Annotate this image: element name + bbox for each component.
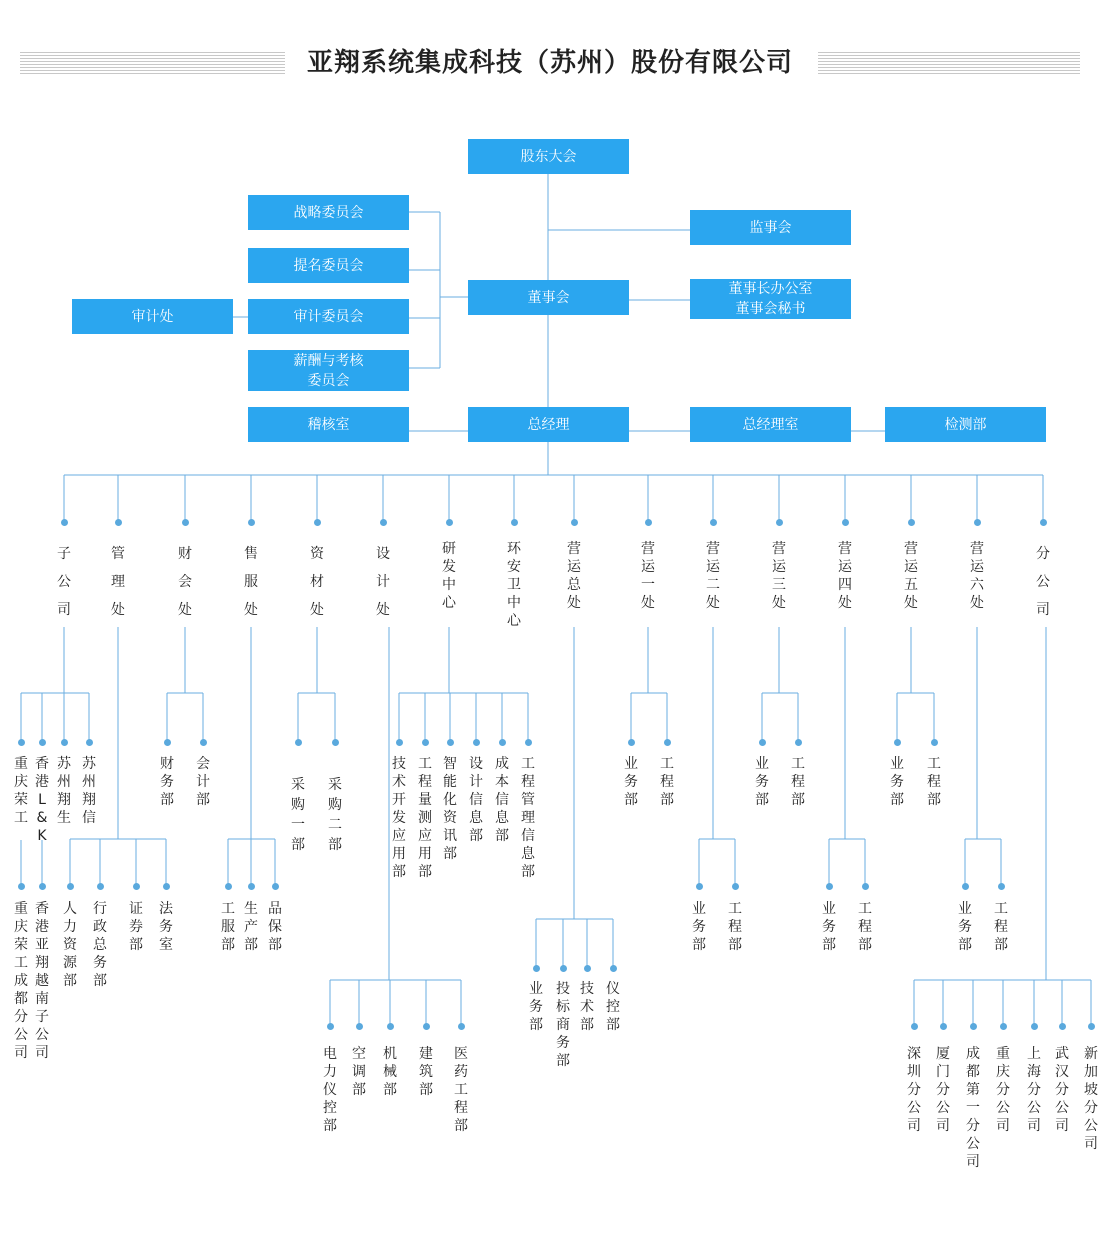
dept-10-dot xyxy=(710,519,717,526)
dept-label-10: 营 运 二 处 xyxy=(706,541,720,611)
box-compensation-committee: 薪酬与考核 委员会 xyxy=(248,350,409,391)
service-label-2: 品 保 部 xyxy=(268,901,282,953)
dept-15-dot xyxy=(1040,519,1047,526)
dept-label-4: 资 材 处 xyxy=(310,546,324,618)
dept-2-dot xyxy=(182,519,189,526)
box-audit-office: 审计处 xyxy=(72,299,233,334)
opsgen-2-dot xyxy=(584,965,591,972)
ops2-0-dot xyxy=(696,883,703,890)
ops5-label-1: 工 程 部 xyxy=(927,756,941,808)
subsidiary-3-dot xyxy=(86,739,93,746)
branch-label-0: 深 圳 分 公 司 xyxy=(907,1046,921,1134)
branch-label-4: 上 海 分 公 司 xyxy=(1027,1046,1041,1134)
design-0-dot xyxy=(327,1023,334,1030)
design-2-dot xyxy=(387,1023,394,1030)
ops3-1-dot xyxy=(795,739,802,746)
opsgen-label-0: 业 务 部 xyxy=(529,981,543,1033)
ops1-1-dot xyxy=(664,739,671,746)
admin-3-dot xyxy=(163,883,170,890)
materials-0-dot xyxy=(295,739,302,746)
box-board: 董事会 xyxy=(468,280,629,315)
subsidiary-label-3: 苏 州 翔 信 xyxy=(82,756,96,826)
ops2-label-0: 业 务 部 xyxy=(692,901,706,953)
rnd-label-0: 技 术 开 发 应 用 部 xyxy=(392,756,406,880)
ops6-1-dot xyxy=(998,883,1005,890)
rnd-4-dot xyxy=(499,739,506,746)
service-label-0: 工 服 部 xyxy=(221,901,235,953)
design-label-0: 电 力 仪 控 部 xyxy=(323,1046,337,1134)
ops1-0-dot xyxy=(628,739,635,746)
branch-3-dot xyxy=(1000,1023,1007,1030)
branch-6-dot xyxy=(1088,1023,1095,1030)
box-strategy-committee: 战略委员会 xyxy=(248,195,409,230)
finance-label-1: 会 计 部 xyxy=(196,756,210,808)
design-label-3: 建 筑 部 xyxy=(419,1046,433,1098)
branch-label-1: 厦 门 分 公 司 xyxy=(936,1046,950,1134)
dept-label-12: 营 运 四 处 xyxy=(838,541,852,611)
design-label-1: 空 调 部 xyxy=(352,1046,366,1098)
rnd-label-2: 智 能 化 资 讯 部 xyxy=(443,756,457,862)
dept-label-5: 设 计 处 xyxy=(376,546,390,618)
dept-label-15: 分 公 司 xyxy=(1036,546,1050,618)
opsgen-label-1: 投 标 商 务 部 xyxy=(556,981,570,1069)
dept-8-dot xyxy=(571,519,578,526)
ops6-0-dot xyxy=(962,883,969,890)
finance-1-dot xyxy=(200,739,207,746)
box-audit-committee: 审计委员会 xyxy=(248,299,409,334)
dept-label-13: 营 运 五 处 xyxy=(904,541,918,611)
admin-1-dot xyxy=(97,883,104,890)
materials-label-0: 采 购 一 部 xyxy=(291,777,305,853)
page-title: 亚翔系统集成科技（苏州）股份有限公司 xyxy=(306,48,793,78)
dept-label-9: 营 运 一 处 xyxy=(641,541,655,611)
subsidiary-2-dot xyxy=(61,739,68,746)
dept-5-dot xyxy=(380,519,387,526)
rnd-5-dot xyxy=(525,739,532,746)
subsidiary-0-dot xyxy=(18,739,25,746)
finance-0-dot xyxy=(164,739,171,746)
sub3-1-dot xyxy=(39,883,46,890)
ops1-label-1: 工 程 部 xyxy=(660,756,674,808)
box-chairman-office: 董事长办公室 董事会秘书 xyxy=(690,279,851,319)
finance-label-0: 财 务 部 xyxy=(160,756,174,808)
branch-2-dot xyxy=(970,1023,977,1030)
ops1-label-0: 业 务 部 xyxy=(624,756,638,808)
box-general-manager: 总经理 xyxy=(468,407,629,442)
admin-2-dot xyxy=(133,883,140,890)
opsgen-3-dot xyxy=(610,965,617,972)
rnd-1-dot xyxy=(422,739,429,746)
ops6-label-0: 业 务 部 xyxy=(958,901,972,953)
dept-3-dot xyxy=(248,519,255,526)
ops5-1-dot xyxy=(931,739,938,746)
dept-label-0: 子 公 司 xyxy=(57,546,71,618)
dept-1-dot xyxy=(115,519,122,526)
rnd-0-dot xyxy=(396,739,403,746)
box-testing: 检测部 xyxy=(885,407,1046,442)
ops2-1-dot xyxy=(732,883,739,890)
sub3-label-1: 香 港 亚 翔 越 南 子 公 司 xyxy=(35,901,49,1061)
branch-0-dot xyxy=(911,1023,918,1030)
dept-7-dot xyxy=(511,519,518,526)
dept-14-dot xyxy=(974,519,981,526)
opsgen-label-2: 技 术 部 xyxy=(580,981,594,1033)
admin-label-0: 人 力 资 源 部 xyxy=(63,901,77,989)
opsgen-0-dot xyxy=(533,965,540,972)
dept-13-dot xyxy=(908,519,915,526)
ops3-label-1: 工 程 部 xyxy=(791,756,805,808)
branch-5-dot xyxy=(1059,1023,1066,1030)
branch-label-6: 新 加 坡 分 公 司 xyxy=(1084,1046,1098,1152)
ops4-1-dot xyxy=(862,883,869,890)
box-shareholders: 股东大会 xyxy=(468,139,629,174)
dept-label-11: 营 运 三 处 xyxy=(772,541,786,611)
box-supervisors: 监事会 xyxy=(690,210,851,245)
opsgen-label-3: 仪 控 部 xyxy=(606,981,620,1033)
dept-11-dot xyxy=(776,519,783,526)
dept-label-3: 售 服 处 xyxy=(244,546,258,618)
branch-label-5: 武 汉 分 公 司 xyxy=(1055,1046,1069,1134)
box-gm-office: 总经理室 xyxy=(690,407,851,442)
opsgen-1-dot xyxy=(560,965,567,972)
subsidiary-1-dot xyxy=(39,739,46,746)
rnd-label-5: 工 程 管 理 信 息 部 xyxy=(521,756,535,880)
admin-label-1: 行 政 总 务 部 xyxy=(93,901,107,989)
dept-label-2: 财 会 处 xyxy=(178,546,192,618)
admin-0-dot xyxy=(67,883,74,890)
ops6-label-1: 工 程 部 xyxy=(994,901,1008,953)
service-2-dot xyxy=(272,883,279,890)
admin-label-3: 法 务 室 xyxy=(159,901,173,953)
dept-label-7: 环 安 卫 中 心 xyxy=(507,541,521,629)
service-1-dot xyxy=(248,883,255,890)
branch-label-3: 重 庆 分 公 司 xyxy=(996,1046,1010,1134)
rnd-label-3: 设 计 信 息 部 xyxy=(469,756,483,844)
ops5-0-dot xyxy=(894,739,901,746)
ops4-label-0: 业 务 部 xyxy=(822,901,836,953)
ops3-label-0: 业 务 部 xyxy=(755,756,769,808)
branch-4-dot xyxy=(1031,1023,1038,1030)
ops2-label-1: 工 程 部 xyxy=(728,901,742,953)
dept-label-14: 营 运 六 处 xyxy=(970,541,984,611)
design-3-dot xyxy=(423,1023,430,1030)
rnd-label-4: 成 本 信 息 部 xyxy=(495,756,509,844)
dept-12-dot xyxy=(842,519,849,526)
subsidiary-label-1: 香 港 L & K xyxy=(35,756,49,844)
subsidiary-label-0: 重 庆 荣 工 xyxy=(14,756,28,826)
dept-6-dot xyxy=(446,519,453,526)
sub3-label-0: 重 庆 荣 工 成 都 分 公 司 xyxy=(14,901,28,1061)
rnd-3-dot xyxy=(473,739,480,746)
sub3-0-dot xyxy=(18,883,25,890)
box-nomination-committee: 提名委员会 xyxy=(248,248,409,283)
admin-label-2: 证 券 部 xyxy=(129,901,143,953)
materials-label-1: 采 购 二 部 xyxy=(328,777,342,853)
design-4-dot xyxy=(458,1023,465,1030)
ops3-0-dot xyxy=(759,739,766,746)
rnd-label-1: 工 程 量 测 应 用 部 xyxy=(418,756,432,880)
rnd-2-dot xyxy=(447,739,454,746)
ops4-label-1: 工 程 部 xyxy=(858,901,872,953)
dept-label-6: 研 发 中 心 xyxy=(442,541,456,611)
dept-label-1: 管 理 处 xyxy=(111,546,125,618)
box-audit-room: 稽核室 xyxy=(248,407,409,442)
ops4-0-dot xyxy=(826,883,833,890)
service-label-1: 生 产 部 xyxy=(244,901,258,953)
branch-label-2: 成 都 第 一 分 公 司 xyxy=(966,1046,980,1170)
branch-1-dot xyxy=(940,1023,947,1030)
dept-0-dot xyxy=(61,519,68,526)
design-label-4: 医 药 工 程 部 xyxy=(454,1046,468,1134)
dept-9-dot xyxy=(645,519,652,526)
ops5-label-0: 业 务 部 xyxy=(890,756,904,808)
dept-4-dot xyxy=(314,519,321,526)
subsidiary-label-2: 苏 州 翔 生 xyxy=(57,756,71,826)
materials-1-dot xyxy=(332,739,339,746)
design-1-dot xyxy=(356,1023,363,1030)
service-0-dot xyxy=(225,883,232,890)
dept-label-8: 营 运 总 处 xyxy=(567,541,581,611)
design-label-2: 机 械 部 xyxy=(383,1046,397,1098)
